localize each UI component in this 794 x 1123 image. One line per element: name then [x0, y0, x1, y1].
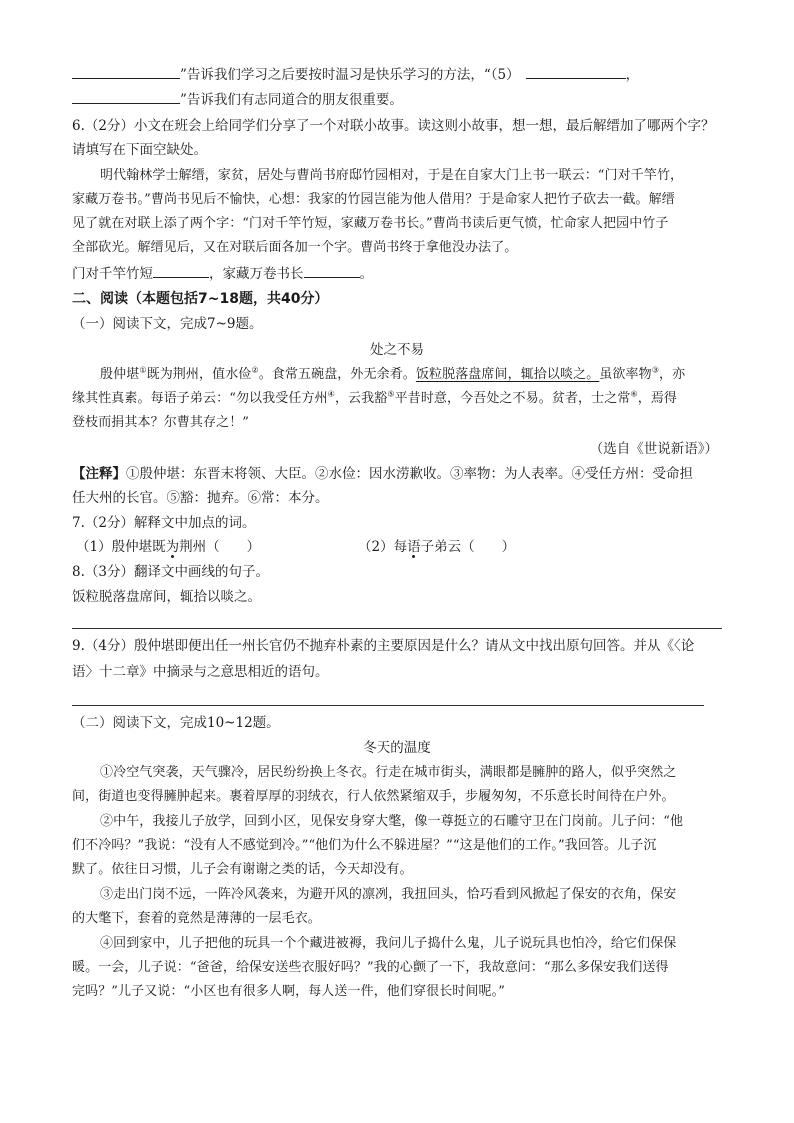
q6-story-line: 全部砍光。解缙见后，又在对联后面各加一个字。曹尚书终于拿他没办法了。: [72, 240, 518, 255]
part2-title: 冬天的温度: [363, 740, 431, 756]
part2-intro: （二）阅读下文，完成10~12题。: [72, 715, 280, 731]
essay-line: 间，街道也变得臃肿起来。裹着厚厚的羽绒衣，行人依然紧缩双手，步履匆匆，不乐意长时间待在户外。: [72, 789, 675, 804]
q8-prompt: 8.（3分）翻译文中画线的句子。: [72, 564, 269, 580]
q7-item-1: （1）殷仲堪既为荆州（ ）: [76, 539, 261, 555]
q9-line-1: 9.（4分）殷仲堪即便出任一州长官仍不抛弃朴素的主要原因是什么？请从文中找出原句回答。并从《〈论: [72, 638, 695, 654]
section-title: 二、阅读（本题包括7~18题，共40分）: [72, 291, 329, 307]
answer-blank[interactable]: [72, 64, 180, 79]
q6-line-2: 请填写在下面空缺处。: [72, 142, 207, 158]
top-line-2: ”告诉我们有志同道合的朋友很重要。: [72, 89, 403, 110]
essay-line: ④回到家中，儿子把他的玩具一个个藏进被褥，我问儿子捣什么鬼，儿子说玩具也怕冷，给它们保保: [100, 936, 677, 951]
essay-line: ③走出门岗不远，一阵冷风袭来，为避开风的凛冽，我扭回头，恰巧看到风掀起了保安的衣角，保安: [100, 887, 677, 902]
essay-line: ①冷空气突袭，天气骤冷，居民纷纷换上冬衣。行走在城市街头，满眼都是臃肿的路人，似乎突然之: [100, 765, 677, 780]
q6-line-1: 6.（2分）小文在班会上给同学们分享了一个对联小故事。读这则小故事，想一想，最后解缙加了哪两个字？: [72, 118, 715, 134]
q7-item-2: （2）每语子弟云（ ）: [358, 539, 516, 555]
underlined-sentence: 饭粒脱落盘席间，辄拾以啖之。: [415, 367, 600, 382]
essay-line: 暖。一会，儿子说：“爸爸，给保安送些衣服好吗？”我的心颤了一下，我故意问：“那么多保安我们送得: [72, 960, 669, 975]
q6-story-line: 家藏万卷书。”曹尚书见后不愉快，心想：我家的竹园岂能为他人借用？于是命家人把竹子砍去一截。解缙: [72, 192, 675, 207]
q7-prompt: 7.（2分）解释文中加点的词。: [72, 515, 256, 531]
answer-blank[interactable]: [526, 64, 626, 79]
answer-line[interactable]: [72, 628, 722, 629]
part1-title: 处之不易: [370, 342, 424, 358]
answer-blank[interactable]: [153, 263, 209, 278]
essay-line: ②中午，我接儿子放学，回到小区，见保安身穿大氅，像一尊挺立的石雕守卫在门岗前。儿子问：“他: [100, 814, 684, 829]
answer-blank[interactable]: [72, 89, 180, 104]
q6-answer-line: 门对千竿竹短 ，家藏万卷书长 。: [72, 263, 373, 284]
part1-intro: （一）阅读下文，完成7~9题。: [72, 316, 263, 332]
classical-text-line: 登枝而捐其本？尔曹其存之！”: [72, 415, 250, 430]
q9-line-2: 语〉十二章》中摘录与之意思相近的语句。: [72, 664, 329, 680]
q6-story-line: 见了就在对联上添了两个字：“门对千竿竹短，家藏万卷书长。”曹尚书读后更气愤，忙命家人把园中竹子: [72, 216, 669, 231]
essay-line: 的大氅下，套着的竟然是薄薄的一层毛衣。: [72, 911, 321, 926]
answer-blank[interactable]: [304, 263, 360, 278]
essay-line: 完吗？”儿子又说：“小区也有很多人啊，每人送一件，他们穿很长时间呢。”: [72, 984, 505, 999]
classical-text-line: 殷仲堪①既为荆州，值水俭②。食常五碗盘，外无余肴。饭粒脱落盘席间，辄拾以啖之。虽欲率物③，亦: [100, 365, 686, 382]
source-citation: （选自《世说新语》）: [589, 441, 718, 457]
notes-line: 【注释】①殷仲堪：东晋末将领、大臣。②水俭：因水涝歉收。③率物：为人表率。④受任方州：受命担: [72, 466, 693, 482]
essay-line: 默了。依往日习惯，儿子会有谢谢之类的话，今天却没有。: [72, 862, 413, 877]
top-line-1: ”告诉我们学习之后要按时温习是快乐学习的方法，“（5） ，: [72, 64, 639, 85]
q6-story-line: 明代翰林学士解缙，家贫，居处与曹尚书府邸竹园相对，于是在自家大门上书一联云：“门对千竿竹，: [100, 168, 684, 183]
q8-sentence: 饭粒脱落盘席间，辄拾以啖之。: [72, 589, 261, 605]
notes-line: 任大州的长官。⑤豁：抛弃。⑥常：本分。: [72, 490, 329, 506]
classical-text-line: 缘其性真素。每语子弟云：“勿以我受任方州④，云我豁⑤平昔时意，今吾处之不易。贫者，士之常⑥，焉得: [72, 389, 678, 406]
essay-line: 们不冷吗？”我说：“没有人不感觉到冷。”“他们为什么不躲进屋？”“这是他们的工作。”我回答。儿子沉: [72, 838, 657, 853]
answer-line[interactable]: [72, 705, 704, 706]
